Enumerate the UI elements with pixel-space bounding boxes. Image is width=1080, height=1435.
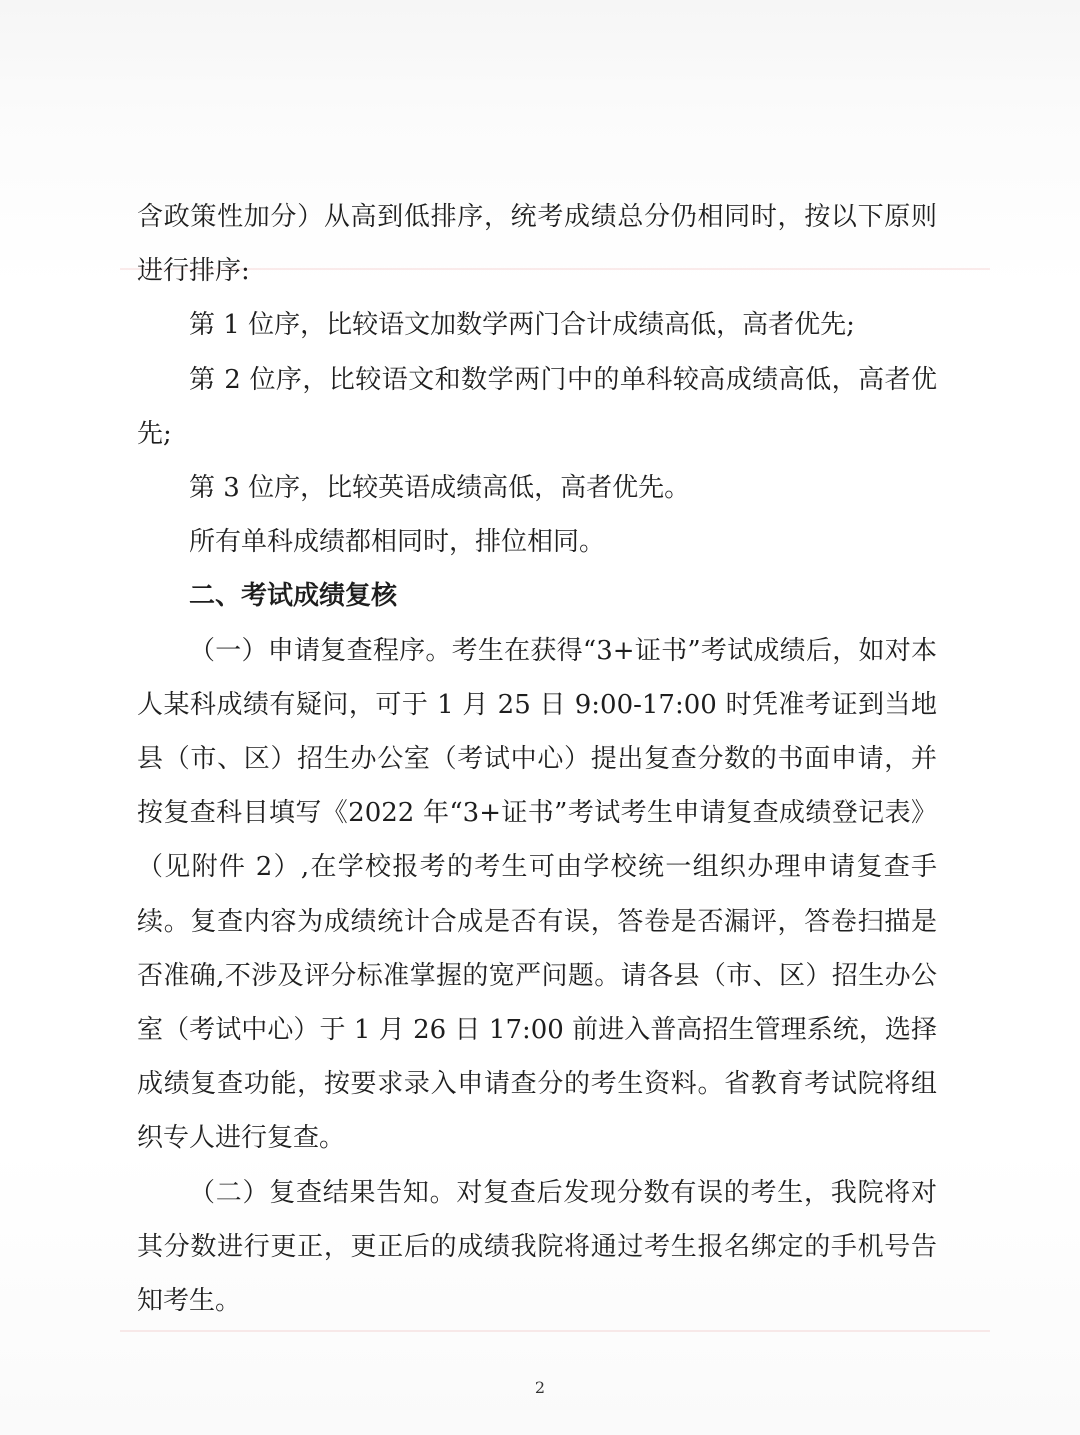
page-number: 2 bbox=[534, 1378, 546, 1397]
paragraph: 第 1 位序，比较语文加数学两门合计成绩高低，高者优先; bbox=[189, 310, 855, 341]
document-body bbox=[137, 190, 937, 1328]
paragraph: 所有单科成绩都相同时，排位相同。 bbox=[189, 527, 606, 558]
bleed-through-rule bbox=[120, 1330, 990, 1332]
paragraph: （一）申请复查程序。考生在获得“3+证书”考试成绩后，如对本人某科成绩有疑问，可于 1 月 25 日 9:00-17:00 时凭准考证到当地县（市、区）招生办公室（考试中心）提出复查分数的书面申请，并按复查科目填写《2022 年“3+证书”考试考生申请复查成绩登记表》（见附件 2）,在学校报考的考生可由学校统一组织办理申请复查手续。复查内容为成绩统计合成是否有误，答卷是否漏评，答卷扫描是否准确,不涉及评分标准掌握的宽严问题。请各县（市、区）招生办公室（考试中心）于 1 月 26 日 17:00 前进入普高招生管理系统，选择成绩复查功能，按要求录入申请查分的考生资料。省教育考试院将组织专人进行复查。 bbox=[137, 635, 937, 1154]
paragraph: 第 2 位序，比较语文和数学两门中的单科较高成绩高低，高者优先; bbox=[137, 364, 937, 449]
paragraph: 第 3 位序，比较英语成绩高低，高者优先。 bbox=[189, 473, 691, 504]
paragraph: 含政策性加分）从高到低排序，统考成绩总分仍相同时，按以下原则进行排序: bbox=[137, 202, 937, 287]
section-heading: 二、考试成绩复核 bbox=[189, 581, 398, 612]
paragraph: （二）复查结果告知。对复查后发现分数有误的考生，我院将对其分数进行更正，更正后的成绩我院将通过考生报名绑定的手机号告知考生。 bbox=[137, 1177, 937, 1317]
